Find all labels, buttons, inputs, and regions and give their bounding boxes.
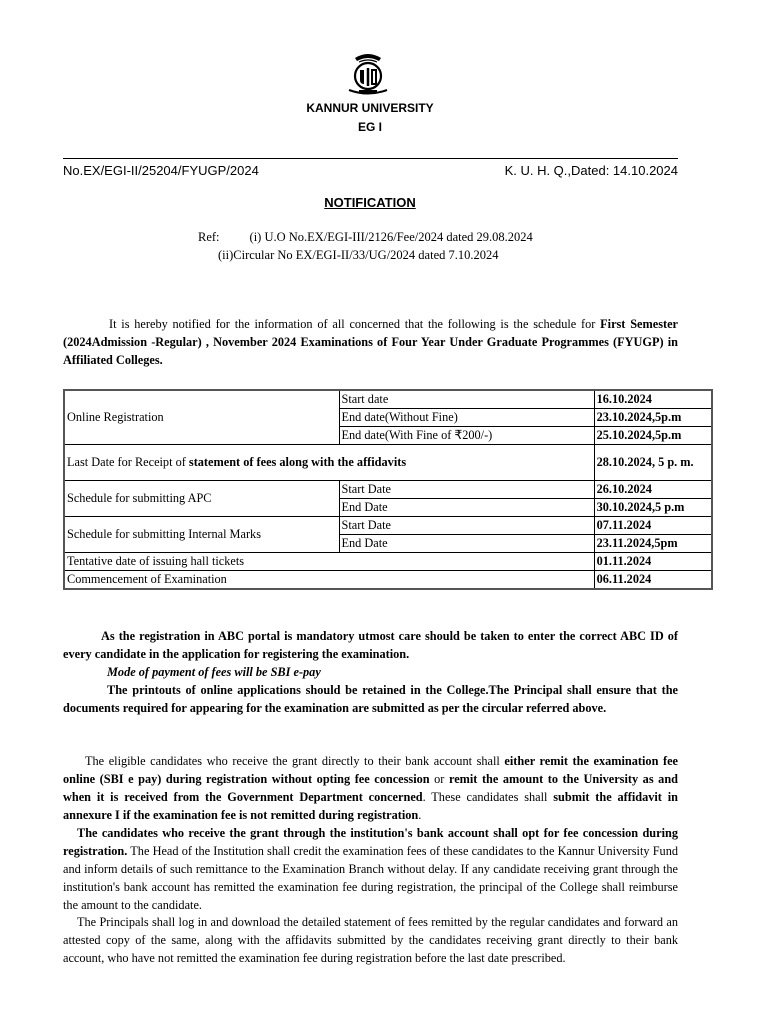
table-row: Commencement of Examination 06.11.2024 [64,571,712,590]
abc-paragraph: As the registration in ABC portal is mandatory utmost care should be taken to enter the correct ABC ID of every candidate in the application for registering the examination. [63,629,678,661]
table-row: Schedule for submitting Internal Marks Start Date 07.11.2024 [64,517,712,535]
table-row: End Date 23.11.2024,5pm [64,535,712,553]
page-title: NOTIFICATION [324,195,416,210]
table-row: End date(With Fine of ₹200/-) 25.10.2024,5p.m [64,427,712,445]
table-row: End date(Without Fine) 23.10.2024,5p.m [64,409,712,427]
ref-item-2: (ii)Circular No EX/EGI-II/33/UG/2024 dated 7.10.2024 [218,248,499,262]
header-divider [63,158,678,159]
university-name: KANNUR UNIVERSITY [306,101,434,115]
table-row: Schedule for submitting APC Start Date 26.10.2024 [64,481,712,499]
online-registration-label: Online Registration [64,390,339,445]
table-row: Last Date for Receipt of statement of fees along with the affidavits 28.10.2024, 5 p. m. [64,445,712,481]
section-name: EG I [357,120,382,134]
date-line: K. U. H. Q.,Dated: 14.10.2024 [504,163,678,178]
receipt-label: Last Date for Receipt of statement of fees along with the affidavits [64,445,594,481]
grant-institution-paragraph: The candidates who receive the grant through the institution's bank account shall opt for fee concession during registration. The Head of the Institution shall credit the examination fees of these candidates to the Kannur University Fund and inform details of such remittance to the Examination Branch without delay. If any candidate receiving grant through the institution's bank account has remitted the examination fee during registration, the principal of the College shall reimburse the amount to the candidate. [63,826,678,912]
grant-direct-paragraph: The eligible candidates who receive the grant directly to their bank account shall either remit the examination fee online (SBI e pay) during registration without opting fee concession or remit the amount to the University as and when it is received from the Government Department concerned. These candidates shall submit the affidavit in annexure I if the examination fee is not remitted during registration. [63,754,678,822]
intro-paragraph: It is hereby notified for the information of all concerned that the following is the schedule for First Semester (2024Admission -Regular) , November 2024 Examinations of Four Year Under Graduate Programmes (FYUGP) in Affiliated Colleges. [63,317,679,367]
references [198,228,533,264]
payment-mode: Mode of payment of fees will be SBI e-pay [107,665,321,679]
ref-item-1: (i) U.O No.EX/EGI-III/2126/Fee/2024 dated 29.08.2024 [249,230,533,244]
ref-label: Ref: [198,230,220,244]
schedule-table [63,389,713,590]
printouts-paragraph: The printouts of online applications should be retained in the College.The Principal shall ensure that the documents required for appearing for the examination are submitted as per the circular referred above. [63,683,678,715]
table-row: Tentative date of issuing hall tickets 01.11.2024 [64,553,712,571]
university-emblem-icon [343,50,393,98]
table-row: End Date 30.10.2024,5 p.m [64,499,712,517]
principals-paragraph: The Principals shall log in and download the detailed statement of fees remitted by the regular candidates and forward an attested copy of the same, along with the affidavits submitted by the candidates receiving grant directly to their bank account, who have not remitted the examination fee during registration before the last date prescribed. [63,915,678,965]
reference-line [63,163,678,178]
reference-number: No.EX/EGI-II/25204/FYUGP/2024 [63,163,259,178]
table-row: Online Registration Start date 16.10.2024 [64,390,712,409]
